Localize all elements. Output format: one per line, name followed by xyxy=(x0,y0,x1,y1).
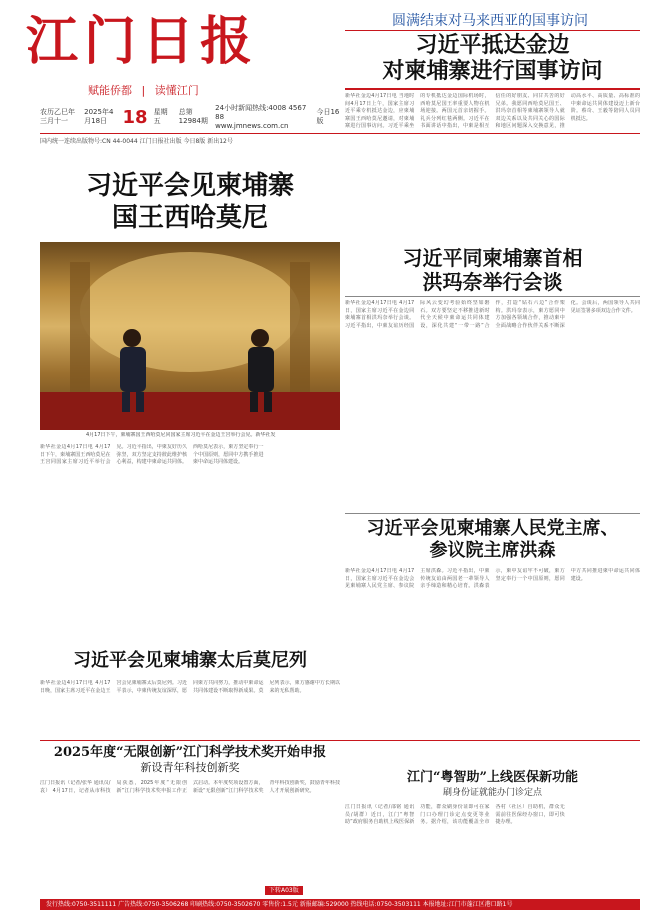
article4-rule xyxy=(345,296,640,297)
article3-body: 新华社金边4月17日电 4月17日晚，国家主席习近平在金边王宫会见柬埔寨太后莫尼列。习近平表示，中柬传统友谊深厚，愿同柬方共同努力，推动中柬命运共同体建设不断取得新成果。莫尼列表示，柬方感谢中方长期以来的无私帮助。 xyxy=(40,680,340,694)
meeting-photo-art xyxy=(40,242,340,430)
masthead-slogan xyxy=(88,82,205,98)
meeting-photo xyxy=(40,242,340,430)
article7-headline: 江门“粤智助”上线医保新功能 xyxy=(407,770,578,785)
article1-body: 新华社金边4月17日电 当地时间4月17日上午，国家主席习近平乘专机抵达金边，应柬埔寨国王西哈莫尼邀请，对柬埔寨进行国事访问。习近平乘坐的专机抵达金边国际机场时，西哈莫尼国王率重要人物在机场迎接。两国元首亲切握手。礼兵分列红毯两侧。习近平在书面讲话中指出，中柬是相互信任的好朋友、同甘共苦的好兄弟。我愿同西哈莫尼国王、洪玛奈首相等柬埔寨领导人就双边关系以及共同关心的国际和地区问题深入交换意见，推动高水平、高质量、高标准的中柬命运共同体建设迈上新台阶。蔡奇、王毅等陪同人员同机抵达。 xyxy=(345,93,640,129)
page-number: 18 xyxy=(122,106,148,128)
issue xyxy=(179,108,210,126)
article2-headline: 习近平会见柬埔寨 国王西哈莫尼 xyxy=(85,171,294,233)
article1-headline: 习近平抵达金边 对柬埔寨进行国事访问 xyxy=(382,32,603,84)
website: www.jmnews.com.cn xyxy=(215,121,289,130)
article5-body: 新华社金边4月17日电 4月17日，国家主席习近平在金边会见柬埔寨人民党主席、参议院主席洪森。习近平指出，中柬传统友谊由两国老一辈领导人亲手缔造和精心培育。洪森表示，柬中友谊牢不可破，柬方坚定奉行一个中国原则，愿同中方共同推进柬中命运共同体建设。 xyxy=(345,568,640,589)
photo-caption: 4月17日下午，柬埔寨国王西哈莫尼同国家主席习近平在金边王宫举行会见。新华社发 xyxy=(86,432,276,438)
article7-subhead: 刷身份证就能办门诊定点 xyxy=(442,788,542,798)
article5-headline: 习近平会见柬埔寨人民党主席、 参议院主席洪森 xyxy=(366,518,619,561)
slogan-divider: | xyxy=(141,84,146,97)
section-divider xyxy=(40,740,640,741)
article2-body: 新华社金边4月17日电 4月17日下午，柬埔寨国王西哈莫尼在王宫同国家主席习近平举行会见。习近平指出，中柬友好历久弥坚，双方坚定支持彼此维护核心利益，构建中柬命运共同体。西哈莫尼表示，柬方坚定奉行一个中国原则，愿同中方携手推进柬中命运共同体建设。 xyxy=(40,444,264,465)
article4-body: 新华社金边4月17日电 4月17日，国家主席习近平在金边同柬埔寨首相洪玛奈举行会谈。习近平指出，中柬友谊历经国际风云变幻考验始终坚如磐石。双方要坚定不移推进新时代全天候中柬命运共同体建设，深化共建“一带一路”合作，打造“钻石六边”合作架构。洪玛奈表示，柬方愿同中方加强各领域合作，推动柬中全面战略合作伙伴关系不断深化。会谈后，两国领导人共同见证签署多项双边合作文件。 xyxy=(345,300,640,329)
date: 2025年4月18日 xyxy=(84,108,114,125)
article7-body: 江门日报讯（记者/邵铭 通讯员/胡群）近日，江门“粤智助”政府服务自助机上线医保新功能，群众刷身份证即可在家门口办理门诊定点变更等业务。据介绍，该功能覆盖全市各村（社区）自助机，群众无需前往医保经办窗口，即可快捷办理。 xyxy=(345,804,565,825)
slogan-left: 赋能侨都 xyxy=(88,84,132,97)
phone: 24小时新闻热线:4008 4567 88 xyxy=(215,103,307,121)
footer-bar: 发行热线:0750-3511111 广告热线:0750-3506268 印刷热线:0750-3502670 零售价:1.5元 新报邮编:529000 热线电话:0750-3503111 本报地址:江门市蓬江区港口路1号 xyxy=(40,899,640,910)
weekday: 星期五 xyxy=(153,108,168,125)
issue-label: 总第 xyxy=(178,108,193,116)
masthead-title: 江门日报 xyxy=(26,11,259,72)
hotline xyxy=(215,104,310,131)
continued-label[interactable]: 下转A03版 xyxy=(265,886,303,895)
issue-number: 12984期 xyxy=(178,117,208,125)
article1-kicker-rule xyxy=(345,30,640,31)
article1-headline-rule xyxy=(345,88,640,90)
article3-headline: 习近平会见柬埔寨太后莫尼列 xyxy=(73,650,307,671)
article4-headline: 习近平同柬埔寨首相 洪玛奈举行会谈 xyxy=(402,246,583,294)
slogan-right: 读懂江门 xyxy=(154,84,199,97)
article6-body: 江门日报讯（记者/张华 通讯员/袁） 4月17日，记者从市科技局获悉，2025年度“无限创新”江门科学技术奖申报工作正式启动。本年度奖项设置方面，新设“无限创新”江门科学技术奖青年科技创新奖，鼓励青年科技人才开展创新研究。 xyxy=(40,780,340,794)
article6-headline: 2025年度“无限创新”江门科学技术奖开始申报 xyxy=(53,745,327,760)
page-count: 今日16版 xyxy=(316,108,340,125)
article5-top-rule xyxy=(345,513,640,514)
issn-line: 国内统一连续出版物号:CN 44-0044 江门日报社出版 今日8版 新出12号 xyxy=(40,133,640,145)
masthead-infobar xyxy=(40,104,345,130)
article6-subhead: 新设青年科技创新奖 xyxy=(140,761,240,774)
article1-kicker: 圆满结束对马来西亚的国事访问 xyxy=(392,13,588,29)
lunar-date: 农历乙巳年三月十一 xyxy=(40,108,75,125)
